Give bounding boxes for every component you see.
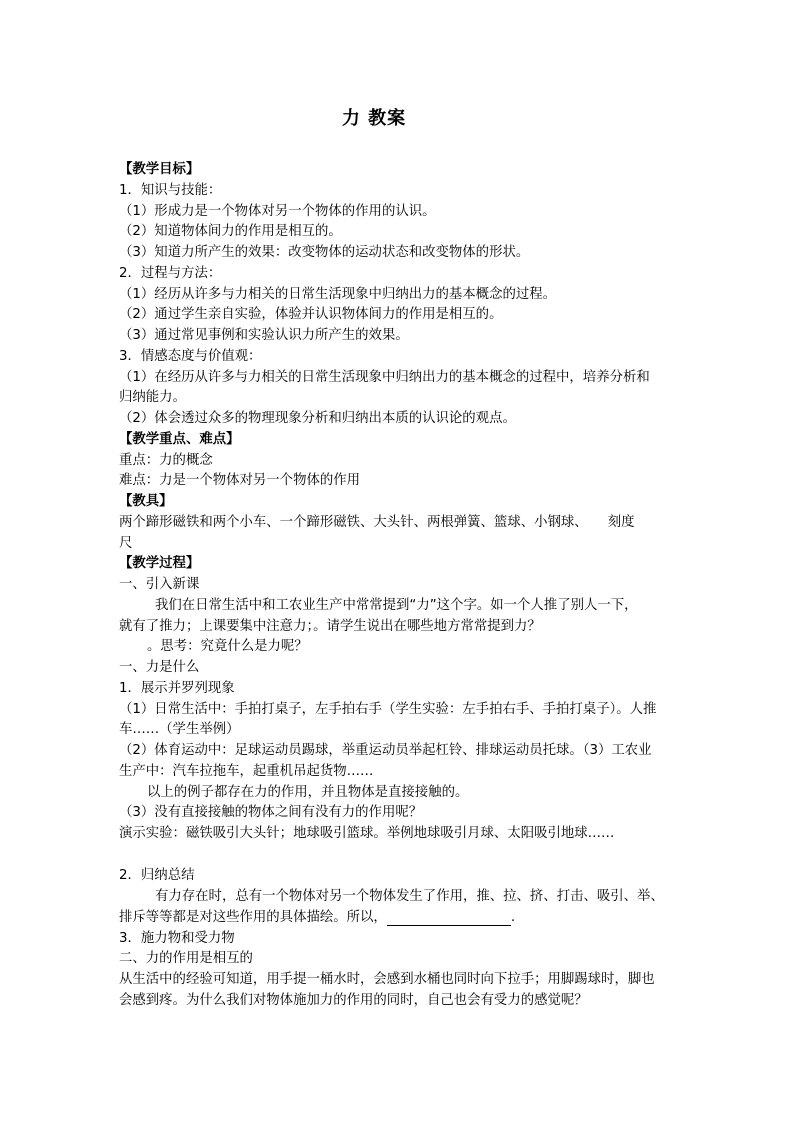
text-line: 以上的例子都存在力的作用，并且物体是直接接触的。: [147, 785, 469, 800]
text-line: 尺: [119, 536, 133, 551]
text-line: 两个蹄形磁铁和两个小车、一个蹄形磁铁、大头针、两根弹簧、篮球、小钢球、 刻度: [119, 515, 635, 530]
text-line: 归纳能力。: [119, 390, 186, 405]
heading-teaching-process: 【教学过程】: [119, 556, 200, 571]
text-line: 2．归纳总结: [119, 868, 195, 883]
text-line: 车……（学生举例）: [119, 722, 240, 737]
text-line: 演示实验：磁铁吸引大头针；地球吸引篮球。举例地球吸引月球、太阳吸引地球……: [119, 826, 615, 841]
text-line: 生产中：汽车拉拖车，起重机吊起货物……: [119, 764, 374, 779]
heading-teaching-aids: 【教具】: [119, 494, 173, 509]
text-line: 重点：力的概念: [119, 453, 213, 468]
text-line: （1）日常生活中：手拍打桌子，左手拍右手（学生实验：左手拍右手、手拍打桌子）。人推: [119, 702, 657, 717]
text-line: （1）在经历从许多与力相关的日常生活现象中归纳出力的基本概念的过程中，培养分析和: [119, 370, 650, 385]
heading-teaching-goals: 【教学目标】: [119, 162, 200, 177]
text-line: 就有了推力；上课要集中注意力；。请学生说出在哪些地方常常提到力？: [119, 619, 541, 634]
text-line: 。思考：究竟什么是力呢？: [147, 639, 308, 654]
text-line: （2）体会透过众多的物理现象分析和归纳出本质的认识论的观点。: [119, 411, 516, 426]
text-line: 我们在日常生活中和工农业生产中常常提到“力”这个字。如一个人推了别人一下，: [155, 598, 638, 613]
text-line: 二、力的作用是相互的: [119, 951, 253, 966]
text-line: 3．情感态度与价值观：: [119, 349, 262, 364]
text-line: （1）形成力是一个物体对另一个物体的作用的认识。: [119, 204, 436, 219]
text-line: 2．过程与方法：: [119, 266, 222, 281]
text-line: 有力存在时，总有一个物体对另一个物体发生了作用，推、拉、挤、打击、吸引、举、: [155, 889, 664, 904]
text-line: 1．知识与技能：: [119, 183, 222, 198]
text-line: （3）知道力所产生的效果：改变物体的运动状态和改变物体的形状。: [119, 245, 530, 260]
text-line: （3）通过常见事例和实验认识力所产生的效果。: [119, 328, 409, 343]
period-mark: .: [510, 910, 516, 925]
text-line: （1）经历从许多与力相关的日常生活现象中归纳出力的基本概念的过程。: [119, 287, 557, 302]
heading-key-points: 【教学重点、难点】: [119, 432, 240, 447]
fill-in-blank: [387, 911, 511, 926]
text-line: 3．施力物和受力物: [119, 931, 235, 946]
text-line: （2）通过学生亲自实验，体验并认识物体间力的作用是相互的。: [119, 307, 503, 322]
text-fragment: 排斥等等都是对这些作用的具体描绘。所以，: [119, 910, 387, 925]
text-line: 难点：力是一个物体对另一个物体的作用: [119, 473, 361, 488]
text-line: 一、力是什么: [119, 660, 200, 675]
document-title: 力 教案: [341, 108, 407, 129]
text-line: （2）知道物体间力的作用是相互的。: [119, 224, 342, 239]
text-line: （3）没有直接接触的物体之间有没有力的作用呢？: [119, 805, 423, 820]
text-line: 会感到疼。为什么我们对物体施加力的作用的同时，自己也会有受力的感觉呢？: [119, 993, 588, 1008]
text-line: [119, 910, 681, 926]
text-line: 1．展示并罗列现象: [119, 681, 235, 696]
text-line: 一、引入新课: [119, 577, 200, 592]
text-line: （2）体育运动中：足球运动员踢球，举重运动员举起杠铃、排球运动员托球。（3）工农业: [119, 743, 652, 758]
text-line: 从生活中的经验可知道，用手提一桶水时，会感到水桶也同时向下拉手；用脚踢球时，脚也: [119, 972, 655, 987]
